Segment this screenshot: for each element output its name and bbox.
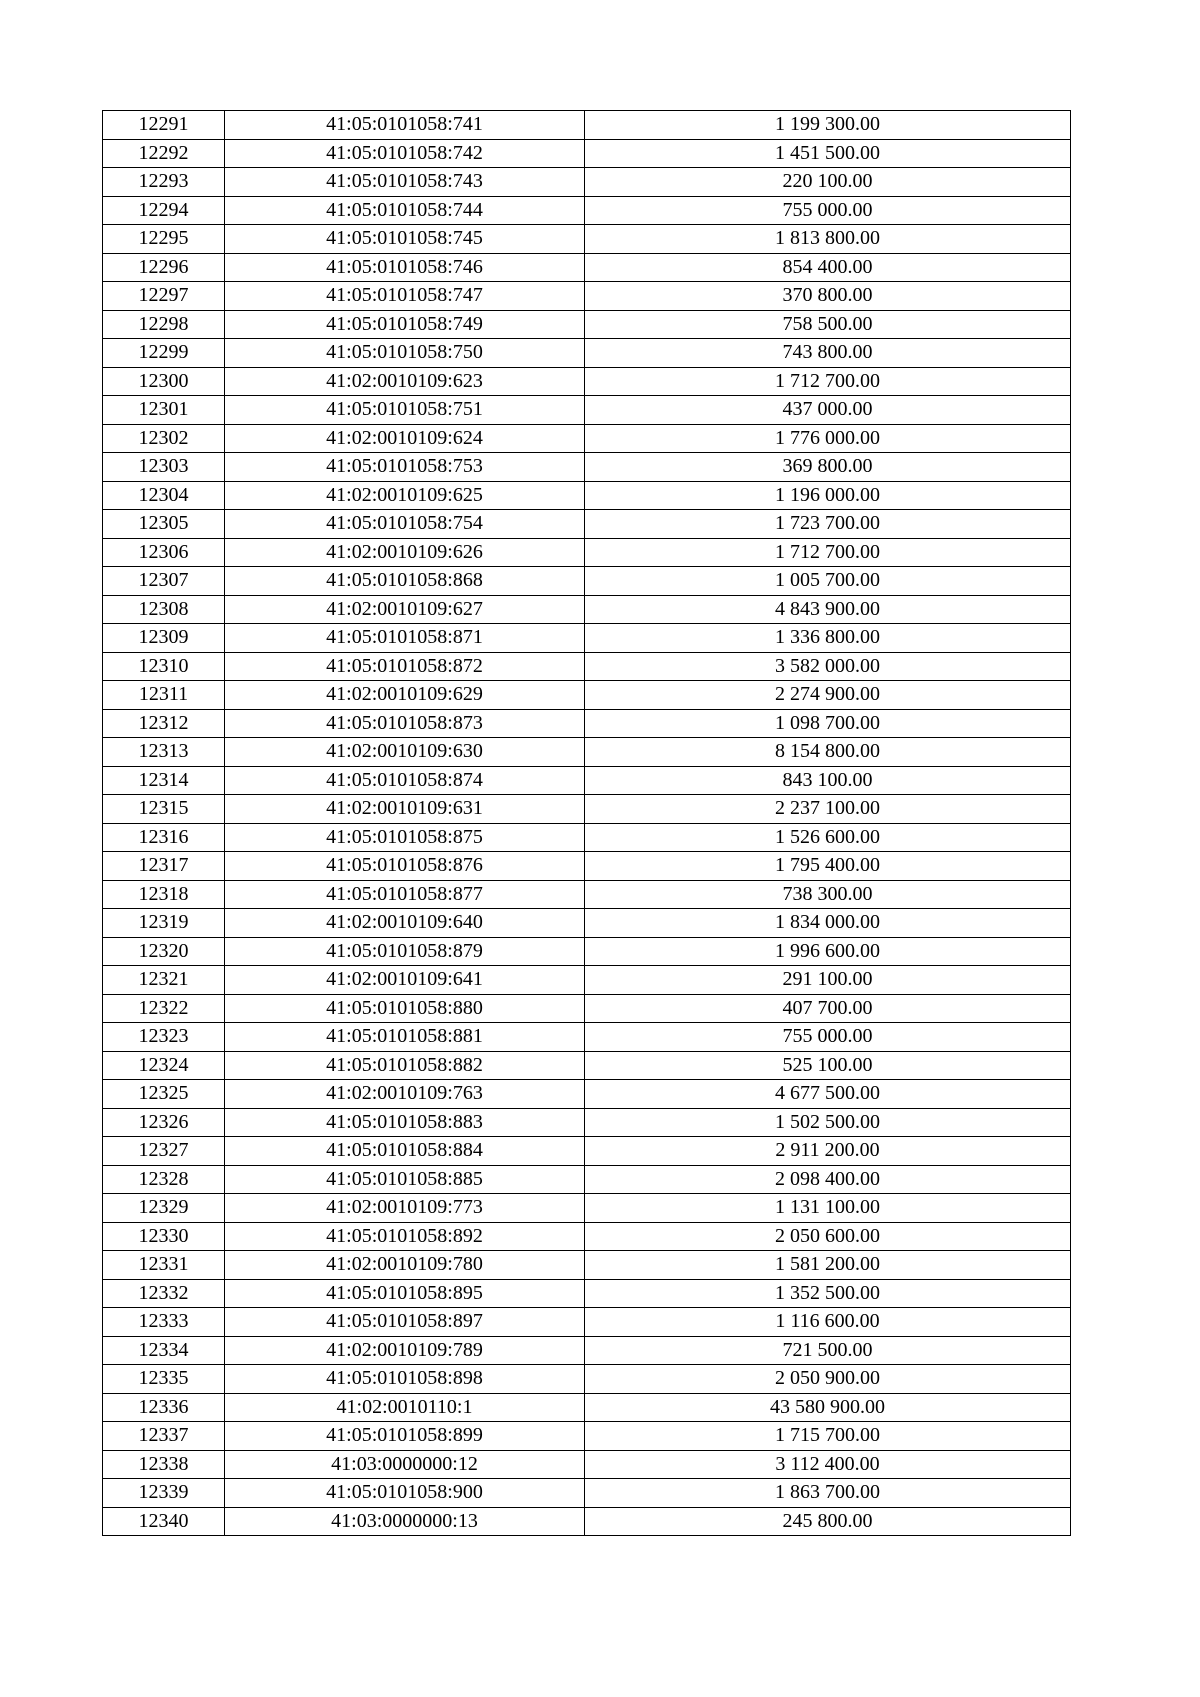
cadastral-number-cell: 41:05:0101058:868 <box>225 567 585 596</box>
table-row <box>103 1080 1071 1109</box>
table-row <box>103 966 1071 995</box>
row-number-cell: 12321 <box>103 966 225 995</box>
table-row <box>103 453 1071 482</box>
cadastral-number-cell: 41:05:0101058:753 <box>225 453 585 482</box>
cadastral-number-cell: 41:05:0101058:892 <box>225 1222 585 1251</box>
cadastral-number-cell: 41:02:0010109:629 <box>225 681 585 710</box>
row-number-cell: 12305 <box>103 510 225 539</box>
table-row <box>103 424 1071 453</box>
cadastral-value-cell: 1 712 700.00 <box>585 538 1071 567</box>
cadastral-value-cell: 2 050 600.00 <box>585 1222 1071 1251</box>
row-number-cell: 12296 <box>103 253 225 282</box>
table-row <box>103 994 1071 1023</box>
cadastral-number-cell: 41:05:0101058:895 <box>225 1279 585 1308</box>
cadastral-value-cell: 1 116 600.00 <box>585 1308 1071 1337</box>
cadastral-value-cell: 1 996 600.00 <box>585 937 1071 966</box>
table-row <box>103 1308 1071 1337</box>
cadastral-number-cell: 41:02:0010109:641 <box>225 966 585 995</box>
table-row <box>103 1365 1071 1394</box>
table-row <box>103 1222 1071 1251</box>
cadastral-number-cell: 41:05:0101058:743 <box>225 168 585 197</box>
row-number-cell: 12313 <box>103 738 225 767</box>
row-number-cell: 12316 <box>103 823 225 852</box>
cadastral-value-cell: 525 100.00 <box>585 1051 1071 1080</box>
table-row <box>103 681 1071 710</box>
row-number-cell: 12331 <box>103 1251 225 1280</box>
row-number-cell: 12295 <box>103 225 225 254</box>
cadastral-value-cell: 1 196 000.00 <box>585 481 1071 510</box>
cadastral-number-cell: 41:05:0101058:879 <box>225 937 585 966</box>
row-number-cell: 12312 <box>103 709 225 738</box>
row-number-cell: 12337 <box>103 1422 225 1451</box>
cadastral-value-cell: 437 000.00 <box>585 396 1071 425</box>
cadastral-value-cell: 721 500.00 <box>585 1336 1071 1365</box>
row-number-cell: 12323 <box>103 1023 225 1052</box>
row-number-cell: 12315 <box>103 795 225 824</box>
cadastral-number-cell: 41:02:0010109:625 <box>225 481 585 510</box>
cadastral-value-cell: 1 005 700.00 <box>585 567 1071 596</box>
row-number-cell: 12302 <box>103 424 225 453</box>
row-number-cell: 12336 <box>103 1393 225 1422</box>
table-row <box>103 909 1071 938</box>
cadastral-value-cell: 1 795 400.00 <box>585 852 1071 881</box>
table-row <box>103 339 1071 368</box>
row-number-cell: 12326 <box>103 1108 225 1137</box>
row-number-cell: 12330 <box>103 1222 225 1251</box>
table-body <box>103 111 1071 1536</box>
row-number-cell: 12317 <box>103 852 225 881</box>
row-number-cell: 12340 <box>103 1507 225 1536</box>
cadastral-number-cell: 41:05:0101058:899 <box>225 1422 585 1451</box>
cadastral-value-cell: 1 502 500.00 <box>585 1108 1071 1137</box>
cadastral-value-cell: 1 813 800.00 <box>585 225 1071 254</box>
row-number-cell: 12304 <box>103 481 225 510</box>
cadastral-number-cell: 41:05:0101058:883 <box>225 1108 585 1137</box>
table-row <box>103 168 1071 197</box>
row-number-cell: 12314 <box>103 766 225 795</box>
table-row <box>103 1336 1071 1365</box>
cadastral-value-cell: 1 834 000.00 <box>585 909 1071 938</box>
cadastral-value-cell: 3 112 400.00 <box>585 1450 1071 1479</box>
cadastral-value-cell: 3 582 000.00 <box>585 652 1071 681</box>
cadastral-number-cell: 41:05:0101058:744 <box>225 196 585 225</box>
row-number-cell: 12306 <box>103 538 225 567</box>
cadastral-value-cell: 1 776 000.00 <box>585 424 1071 453</box>
cadastral-number-cell: 41:03:0000000:12 <box>225 1450 585 1479</box>
cadastral-number-cell: 41:05:0101058:877 <box>225 880 585 909</box>
table-row <box>103 1108 1071 1137</box>
cadastral-value-cell: 743 800.00 <box>585 339 1071 368</box>
cadastral-value-cell: 1 199 300.00 <box>585 111 1071 140</box>
cadastral-number-cell: 41:05:0101058:882 <box>225 1051 585 1080</box>
row-number-cell: 12311 <box>103 681 225 710</box>
cadastral-value-cell: 369 800.00 <box>585 453 1071 482</box>
row-number-cell: 12292 <box>103 139 225 168</box>
row-number-cell: 12324 <box>103 1051 225 1080</box>
table-row <box>103 852 1071 881</box>
cadastral-value-cell: 8 154 800.00 <box>585 738 1071 767</box>
cadastral-value-cell: 738 300.00 <box>585 880 1071 909</box>
table-row <box>103 1023 1071 1052</box>
row-number-cell: 12318 <box>103 880 225 909</box>
table-row <box>103 1165 1071 1194</box>
table-row <box>103 1479 1071 1508</box>
cadastral-number-cell: 41:05:0101058:750 <box>225 339 585 368</box>
table-row <box>103 282 1071 311</box>
cadastral-number-cell: 41:05:0101058:742 <box>225 139 585 168</box>
cadastral-value-cell: 43 580 900.00 <box>585 1393 1071 1422</box>
table-row <box>103 1279 1071 1308</box>
cadastral-value-cell: 2 911 200.00 <box>585 1137 1071 1166</box>
row-number-cell: 12309 <box>103 624 225 653</box>
cadastral-number-cell: 41:05:0101058:876 <box>225 852 585 881</box>
row-number-cell: 12338 <box>103 1450 225 1479</box>
table-row <box>103 139 1071 168</box>
cadastral-value-cell: 758 500.00 <box>585 310 1071 339</box>
cadastral-number-cell: 41:02:0010109:627 <box>225 595 585 624</box>
cadastral-number-cell: 41:05:0101058:875 <box>225 823 585 852</box>
cadastral-number-cell: 41:05:0101058:746 <box>225 253 585 282</box>
table-row <box>103 652 1071 681</box>
cadastral-number-cell: 41:02:0010109:789 <box>225 1336 585 1365</box>
cadastral-value-cell: 291 100.00 <box>585 966 1071 995</box>
cadastral-value-cell: 1 336 800.00 <box>585 624 1071 653</box>
table-row <box>103 225 1071 254</box>
cadastral-value-cell: 755 000.00 <box>585 1023 1071 1052</box>
cadastral-number-cell: 41:05:0101058:884 <box>225 1137 585 1166</box>
row-number-cell: 12335 <box>103 1365 225 1394</box>
table-row <box>103 196 1071 225</box>
cadastral-number-cell: 41:05:0101058:745 <box>225 225 585 254</box>
table-row <box>103 1251 1071 1280</box>
row-number-cell: 12329 <box>103 1194 225 1223</box>
cadastral-value-cell: 854 400.00 <box>585 253 1071 282</box>
cadastral-number-cell: 41:05:0101058:874 <box>225 766 585 795</box>
cadastral-value-cell: 1 863 700.00 <box>585 1479 1071 1508</box>
cadastral-value-cell: 1 352 500.00 <box>585 1279 1071 1308</box>
cadastral-number-cell: 41:05:0101058:747 <box>225 282 585 311</box>
table-row <box>103 738 1071 767</box>
cadastral-value-table <box>102 110 1071 1536</box>
cadastral-value-cell: 407 700.00 <box>585 994 1071 1023</box>
row-number-cell: 12308 <box>103 595 225 624</box>
row-number-cell: 12307 <box>103 567 225 596</box>
row-number-cell: 12301 <box>103 396 225 425</box>
table-row <box>103 595 1071 624</box>
row-number-cell: 12319 <box>103 909 225 938</box>
table-row <box>103 1507 1071 1536</box>
cadastral-value-cell: 370 800.00 <box>585 282 1071 311</box>
cadastral-number-cell: 41:05:0101058:881 <box>225 1023 585 1052</box>
table-row <box>103 1137 1071 1166</box>
table-row <box>103 510 1071 539</box>
cadastral-number-cell: 41:05:0101058:754 <box>225 510 585 539</box>
cadastral-value-cell: 1 131 100.00 <box>585 1194 1071 1223</box>
table-row <box>103 823 1071 852</box>
cadastral-number-cell: 41:05:0101058:897 <box>225 1308 585 1337</box>
cadastral-number-cell: 41:05:0101058:873 <box>225 709 585 738</box>
row-number-cell: 12297 <box>103 282 225 311</box>
cadastral-number-cell: 41:05:0101058:900 <box>225 1479 585 1508</box>
row-number-cell: 12310 <box>103 652 225 681</box>
table-row <box>103 1422 1071 1451</box>
cadastral-number-cell: 41:02:0010109:624 <box>225 424 585 453</box>
cadastral-value-cell: 2 274 900.00 <box>585 681 1071 710</box>
cadastral-value-cell: 2 050 900.00 <box>585 1365 1071 1394</box>
cadastral-value-cell: 220 100.00 <box>585 168 1071 197</box>
cadastral-value-cell: 1 581 200.00 <box>585 1251 1071 1280</box>
cadastral-number-cell: 41:02:0010109:631 <box>225 795 585 824</box>
table-row <box>103 253 1071 282</box>
cadastral-value-cell: 755 000.00 <box>585 196 1071 225</box>
cadastral-number-cell: 41:05:0101058:741 <box>225 111 585 140</box>
row-number-cell: 12322 <box>103 994 225 1023</box>
table-row <box>103 795 1071 824</box>
cadastral-number-cell: 41:05:0101058:898 <box>225 1365 585 1394</box>
row-number-cell: 12320 <box>103 937 225 966</box>
row-number-cell: 12328 <box>103 1165 225 1194</box>
cadastral-number-cell: 41:02:0010110:1 <box>225 1393 585 1422</box>
row-number-cell: 12293 <box>103 168 225 197</box>
table-row <box>103 367 1071 396</box>
table-row <box>103 567 1071 596</box>
row-number-cell: 12334 <box>103 1336 225 1365</box>
cadastral-number-cell: 41:02:0010109:630 <box>225 738 585 767</box>
table-row <box>103 111 1071 140</box>
table-row <box>103 1450 1071 1479</box>
row-number-cell: 12327 <box>103 1137 225 1166</box>
table-row <box>103 396 1071 425</box>
cadastral-value-cell: 4 843 900.00 <box>585 595 1071 624</box>
table-row <box>103 880 1071 909</box>
row-number-cell: 12332 <box>103 1279 225 1308</box>
table-row <box>103 709 1071 738</box>
cadastral-value-cell: 1 712 700.00 <box>585 367 1071 396</box>
cadastral-number-cell: 41:05:0101058:872 <box>225 652 585 681</box>
cadastral-value-cell: 843 100.00 <box>585 766 1071 795</box>
table-row <box>103 310 1071 339</box>
cadastral-number-cell: 41:02:0010109:780 <box>225 1251 585 1280</box>
cadastral-number-cell: 41:05:0101058:885 <box>225 1165 585 1194</box>
cadastral-number-cell: 41:02:0010109:763 <box>225 1080 585 1109</box>
row-number-cell: 12339 <box>103 1479 225 1508</box>
cadastral-number-cell: 41:05:0101058:751 <box>225 396 585 425</box>
cadastral-number-cell: 41:02:0010109:623 <box>225 367 585 396</box>
cadastral-value-cell: 1 723 700.00 <box>585 510 1071 539</box>
row-number-cell: 12298 <box>103 310 225 339</box>
cadastral-value-cell: 4 677 500.00 <box>585 1080 1071 1109</box>
row-number-cell: 12291 <box>103 111 225 140</box>
row-number-cell: 12333 <box>103 1308 225 1337</box>
table-row <box>103 1051 1071 1080</box>
row-number-cell: 12325 <box>103 1080 225 1109</box>
cadastral-value-cell: 2 237 100.00 <box>585 795 1071 824</box>
cadastral-number-cell: 41:02:0010109:773 <box>225 1194 585 1223</box>
cadastral-number-cell: 41:05:0101058:749 <box>225 310 585 339</box>
cadastral-value-cell: 1 526 600.00 <box>585 823 1071 852</box>
cadastral-value-cell: 245 800.00 <box>585 1507 1071 1536</box>
table-row <box>103 937 1071 966</box>
cadastral-number-cell: 41:03:0000000:13 <box>225 1507 585 1536</box>
cadastral-value-cell: 1 451 500.00 <box>585 139 1071 168</box>
cadastral-value-cell: 1 715 700.00 <box>585 1422 1071 1451</box>
cadastral-value-cell: 2 098 400.00 <box>585 1165 1071 1194</box>
row-number-cell: 12303 <box>103 453 225 482</box>
cadastral-number-cell: 41:05:0101058:871 <box>225 624 585 653</box>
cadastral-number-cell: 41:02:0010109:626 <box>225 538 585 567</box>
table-row <box>103 1194 1071 1223</box>
table-row <box>103 538 1071 567</box>
table-row <box>103 1393 1071 1422</box>
row-number-cell: 12294 <box>103 196 225 225</box>
cadastral-number-cell: 41:05:0101058:880 <box>225 994 585 1023</box>
cadastral-value-cell: 1 098 700.00 <box>585 709 1071 738</box>
row-number-cell: 12299 <box>103 339 225 368</box>
table-row <box>103 624 1071 653</box>
row-number-cell: 12300 <box>103 367 225 396</box>
cadastral-number-cell: 41:02:0010109:640 <box>225 909 585 938</box>
table-row <box>103 766 1071 795</box>
table-row <box>103 481 1071 510</box>
